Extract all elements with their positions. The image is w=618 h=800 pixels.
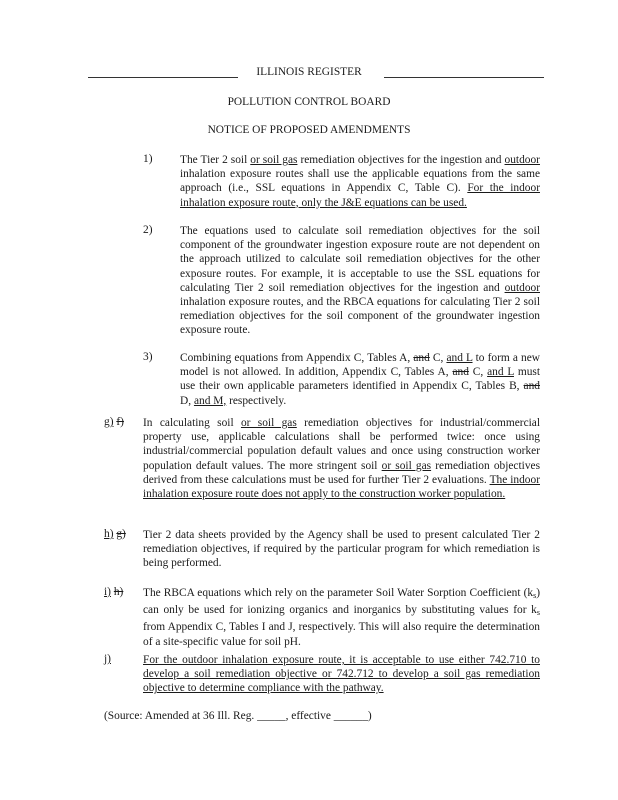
source-note: (Source: Amended at 36 Ill. Reg. _____, effective ______) — [104, 710, 372, 722]
item-2-text: The equations used to calculate soil remediation objectives for the soil component of the groundwater ingestion exposure route are not dependent on the approach utilized to calculate soil remediation objectives for the other exposure routes. For example, it is acceptable to use the SSL equations for calculating Tier 2 soil remediation objectives for the ingestion and outdoor inhalation exposure routes, and the RBCA equations for calculating Tier 2 soil remediation objectives for the soil component of the groundwater ingestion exposure route. — [180, 225, 540, 337]
subsection-j-text: For the outdoor inhalation exposure route, it is acceptable to use either 742.710 to develop a soil remediation objective or 742.712 to develop a soil gas remediation objective to determine compliance with the pathway. — [143, 654, 540, 695]
item-3-number: 3) — [143, 351, 153, 363]
subsection-i-text: The RBCA equations which rely on the parameter Soil Water Sorption Coefficient $(k_s)$ can only be used for ionizing organics and inorganics by substituting values for $k_s$ from Appendix C, Tables I and J, respectively. This will also require the determination of a site-specific value for soil pH. — [143, 587, 540, 648]
subsection-h-text: Tier 2 data sheets provided by the Agency shall be used to present calculated Tier 2 remediation objectives, if required by the particular program for which remediation is being performed. — [143, 529, 540, 570]
subsection-g-label: g) f) — [104, 416, 124, 428]
subsection-i-label: i) h) — [104, 586, 124, 598]
item-2-number: 2) — [143, 224, 153, 236]
item-3-text: Combining equations from Appendix C, Tables A, and C, and L to form a new model is not allowed. In addition, Appendix C, Tables A, and C, and L must use their own applicable parameters identified in Appendix C, Tables B, and D, and M, respectively. — [180, 352, 540, 407]
notice-title: NOTICE OF PROPOSED AMENDMENTS — [207, 124, 411, 136]
subsection-h-label: h) g) — [104, 528, 126, 540]
subsection-j-label: j) — [104, 653, 111, 665]
item-1-number: 1) — [143, 153, 153, 165]
register-title: ILLINOIS REGISTER — [256, 66, 362, 78]
board-title: POLLUTION CONTROL BOARD — [227, 96, 391, 108]
item-1-text: The Tier 2 soil or soil gas remediation objectives for the ingestion and outdoor inhalation exposure routes shall use the applicable equations from the same approach (i.e., SSL equations in Appendix C, Table C). For the indoor inhalation exposure route, only the J&E equations can be used. — [180, 154, 540, 209]
subsection-g-text: In calculating soil or soil gas remediation objectives for industrial/commercial property use, applicable calculations shall be performed twice: once using industrial/commercial population default values and once using construction worker population default values. The more stringent soil or soil gas remediation objectives derived from these calculations must be used for further Tier 2 evaluations. The indoor inhalation exposure route does not apply to the construction worker population. — [143, 417, 541, 501]
